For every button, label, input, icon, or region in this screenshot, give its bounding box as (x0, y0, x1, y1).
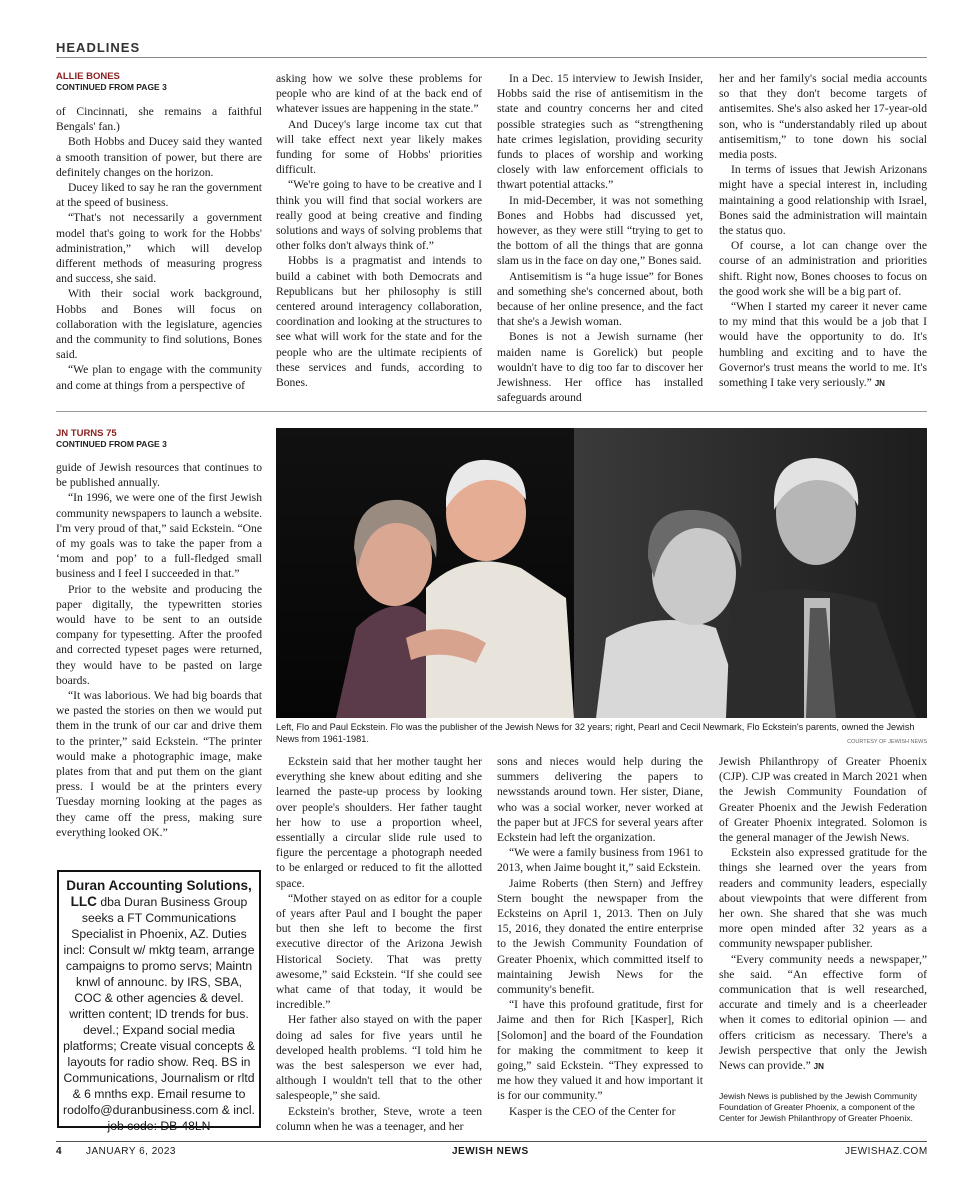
paragraph-text: sons and nieces would help during the summers delivering the papers to newsstands around town. Her sister, Diane, who was a social worker, never worked at the paper but at JFCS for several years after Eckstein had left the organization. (497, 755, 703, 845)
story-divider (56, 411, 927, 412)
paragraph (56, 134, 262, 180)
paragraph (56, 104, 262, 134)
header-rule (56, 57, 927, 58)
ad-title: Duran Accounting Solutions, LLC (66, 878, 252, 909)
paragraph (719, 754, 927, 845)
paragraph-text: Of course, a lot can change over the course of an administration and priorities shift. Right now, Bones chooses to focus on the good work she will be a big part of. (719, 239, 927, 298)
ad-body: dba Duran Business Group seeks a FT Communications Specialist in Phoenix, AZ. Duties incl: Consult w/ mktg team, arrange campaigns to promo servs; Maintn knwl of announc. by IRS, SBA, COC & other agencies & devel. written content; ID trends for bus. devel.; Expand social media platforms; Create visual concepts & layouts for radio show. Req. BS in Communications, Journalism or rltd & 6 mnths exp. Email resume to rodolfo@duranbusiness.com & incl. job code: DB-48LN (63, 895, 255, 1133)
paragraph-text: “We plan to engage with the community and come at things from a perspective of (56, 363, 262, 392)
paragraph (276, 1104, 482, 1134)
paragraph (56, 362, 262, 392)
paragraph-text: “I have this profound gratitude, first for Jaime and then for Rich [Kasper], Rich [Solomon] and the board of the Foundation for making the commitment to keep it going,” said Eckstein. “They expressed to me how they valued it and how important it is for our community.” (497, 998, 703, 1103)
paragraph-text: asking how we solve these problems for people who are kind of at the back end of whatever issues are happening in the state.” (276, 72, 482, 116)
story2-column-1 (56, 460, 262, 840)
paragraph-text: With their social work background, Hobbs and Bones will focus on collaboration with the legislature, agencies and the community to find solutions, Bones said. (56, 287, 262, 362)
photo-illustration (276, 428, 927, 718)
paragraph (56, 582, 262, 688)
paragraph (497, 329, 703, 405)
paragraph-text: Ducey liked to say he ran the government at the speed of business. (56, 181, 262, 210)
paragraph-text: “Every community needs a newspaper,” she said. “An effective form of communication that is well researched, accurate and timely and is a cheerleader when it comes to editorial opinion — and offers criticism as necessary. There's a Jewish perspective that only the Jewish News can provide.” (719, 952, 927, 1073)
footer-rule (56, 1141, 927, 1142)
paragraph (719, 845, 927, 951)
paragraph-text: “We were a family business from 1961 to 2013, when Jaime bought it,” said Eckstein. (497, 846, 703, 875)
paragraph (276, 117, 482, 178)
story1-kicker: ALLIE BONES (56, 71, 120, 82)
paragraph-text: Eckstein's brother, Steve, wrote a teen column when he was a teenager, and her (276, 1104, 482, 1133)
paragraph-text: In mid-December, it was not something Bones and Hobbs had discussed yet, however, as they were still “trying to get to the bottom of all the things that are gonna slam us in the face on day one,” Bones said. (497, 193, 703, 268)
paragraph (719, 952, 927, 1075)
paragraph (276, 891, 482, 1013)
paragraph (497, 876, 703, 998)
paragraph-text: her and her family's social media accounts so that they don't become targets of antisemites. She's also asked her 17-year-old son, who is “understandably riled up about antisemitism,” to tone down his social media posts. (719, 72, 927, 162)
end-mark: JN (813, 1062, 824, 1072)
paragraph-text: Prior to the website and producing the paper digitally, the typewritten stories would have to be sent to an outside company for typesetting. After the proofed and corrected typeset pages were returned, they would have to be pasted on large boards. (56, 582, 262, 687)
story1-column-1 (56, 104, 262, 393)
paragraph-text: Bones is not a Jewish surname (her maiden name is Gorelick) but people wouldn't have to dig too far to discover her Jewishness. Her office has installed safeguards around (497, 330, 703, 405)
photo-caption: Left, Flo and Paul Eckstein. Flo was the publisher of the Jewish News for 32 years; right, Pearl and Cecil Newmark, Flo Eckstein's parents, owned the Jewish News from 1961-1981. (276, 722, 915, 744)
story2-kicker: JN TURNS 75 (56, 428, 117, 439)
paper-name: JEWISH NEWS (452, 1146, 529, 1157)
paragraph-text: Hobbs is a pragmatist and intends to build a cabinet with both Democrats and Republicans but her philosophy is still centered around interagency collaboration, coordination and looking at the structures to see what will work for the state and for the people who are the ultimate recipients of these services and funds, according to Bones. (276, 254, 482, 390)
paragraph (276, 1012, 482, 1103)
paragraph-text: Both Hobbs and Ducey said they wanted a smooth transition of power, but there are definitely changes on the horizon. (56, 135, 262, 179)
issue-date: JANUARY 6, 2023 (86, 1146, 176, 1157)
page-number: 4 (56, 1146, 62, 1157)
photo-eckstein-newmark (276, 428, 927, 718)
paragraph (719, 71, 927, 162)
story2-continued: CONTINUED FROM PAGE 3 (56, 439, 167, 449)
paragraph (497, 754, 703, 845)
paragraph (56, 180, 262, 210)
paragraph (276, 177, 482, 253)
section-header: HEADLINES (56, 40, 141, 55)
paragraph-text: In a Dec. 15 interview to Jewish Insider, Hobbs said the rise of antisemitism in the state and country concerns her and cited possible strategies such as “strengthening hate crimes legislation, providing security funds to places of worship and working closely with law enforcement officials to thwart potential attacks.” (497, 72, 703, 192)
paragraph-text: Jewish Philanthropy of Greater Phoenix (CJP). CJP was created in March 2021 when the Jewish Community Foundation of Greater Phoenix and the Jewish Federation of Greater Phoenix integrated. Solomon is the general manager of the Jewish News. (719, 755, 927, 845)
paragraph (719, 299, 927, 391)
photo-credit: COURTESY OF JEWISH NEWS (847, 739, 927, 745)
paragraph (276, 754, 482, 891)
paragraph-text: “When I started my career it never came to my mind that this would be a job that I would have the opportunity to do. It's humbling and exciting and to have the Governor's trust means the world to me. It's something I take very seriously.” (719, 300, 927, 390)
end-mark: JN (874, 379, 885, 389)
paragraph-text: “We're going to have to be creative and I think you will find that social workers are really good at being creative and finding solutions and ways of solving problems that other folks don't always think of.” (276, 178, 482, 253)
paragraph-text: “It was laborious. We had big boards that we pasted the stories on then we would put them in the trunk of our car and drive them to the printer,” said Eckstein. “The printer would make a photographic image, make plates from that and put them on the giant press. I would be at the printers every Tuesday morning looking at the pages as they came off the press, making sure everything looked OK.” (56, 689, 262, 839)
paragraph (497, 193, 703, 269)
paragraph-text: In terms of issues that Jewish Arizonans might have a special interest in, including maintaining a good relationship with Israel, Bones said the administration will maintain the status quo. (719, 163, 927, 238)
paragraph (497, 845, 703, 875)
paragraph-text: Jaime Roberts (then Stern) and Jeffrey Stern bought the newspaper from the Ecksteins on April 1, 2013. Then on July 15, 2016, they donated the entire enterprise to the Jewish Community Foundation of Greater Phoenix, which committed itself to maintaining Jewish News for the community's benefit. (497, 876, 703, 997)
paragraph (497, 1104, 703, 1119)
paragraph (56, 490, 262, 581)
paragraph (276, 71, 482, 117)
story1-column-4 (719, 71, 927, 391)
publisher-note: Jewish News is published by the Jewish Community Foundation of Greater Phoenix, a component of the Center for Jewish Philanthropy of Greater Phoenix. (719, 1091, 918, 1123)
paragraph (56, 286, 262, 362)
paragraph (56, 688, 262, 840)
paragraph (497, 269, 703, 330)
story2-kicker-block (56, 428, 167, 450)
paragraph-text: “That's not necessarily a government model that's going to work for the Hobbs' administration,” which will develop different methods of measuring progress and success, she said. (56, 211, 262, 286)
paragraph (56, 210, 262, 286)
paragraph (276, 253, 482, 390)
website: JEWISHAZ.COM (845, 1146, 928, 1157)
paragraph-text: Antisemitism is “a huge issue” for Bones and something she's concerned about, both because of her online presence, and the fact that she's a Jewish woman. (497, 269, 703, 329)
paragraph-text: And Ducey's large income tax cut that will take effect next year likely makes funding for some of Hobbs' priorities difficult. (276, 117, 482, 177)
classified-ad (57, 870, 261, 1133)
paragraph-text: of Cincinnati, she remains a faithful Bengals' fan.) (56, 105, 262, 134)
story2-column-4 (719, 754, 927, 1074)
paragraph (497, 997, 703, 1103)
paragraph-text: Eckstein also expressed gratitude for the things she learned over the years from readers and community leaders, especially about viewpoints that were different from her own. She shared that she was much more open minded after 32 years as a community newspaper publisher. (719, 846, 927, 951)
paragraph-text: Kasper is the CEO of the Center for (509, 1104, 676, 1118)
story1-column-3 (497, 71, 703, 405)
story1-column-2 (276, 71, 482, 390)
story2-column-2 (276, 754, 482, 1134)
story1-continued: CONTINUED FROM PAGE 3 (56, 82, 167, 92)
paragraph-text: guide of Jewish resources that continues to be published annually. (56, 461, 262, 490)
paragraph-text: Eckstein said that her mother taught her everything she knew about editing and she learned the paste-up process by looking over people's shoulders. Her father taught her how to use a proportion wheel, essentially a circular slide rule used to figure the percentage a photograph needed to be enlarged or reduced to fit the allotted space. (276, 755, 482, 890)
paragraph-text: “In 1996, we were one of the first Jewish community newspapers to launch a website. I'm very proud of that,” said Eckstein. “One of my goals was to take the paper from a ‘mom and pop’ to a full-fledged small business and I feel I succeeded in that.” (56, 491, 262, 581)
story2-column-3 (497, 754, 703, 1119)
paragraph (719, 238, 927, 299)
paragraph-text: “Mother stayed on as editor for a couple of years after Paul and I bought the paper but then she left to become the first executive director of the Arizona Jewish Historical Society. That was pretty awesome,” said Eckstein. “If she could see what came of that today, it would be incredible.” (276, 891, 482, 1012)
paragraph (497, 71, 703, 193)
paragraph (56, 460, 262, 490)
paragraph (719, 162, 927, 238)
paragraph-text: Her father also stayed on with the paper doing ad sales for five years until he developed health problems. “I told him he was the best salesperson we ever had, although I wouldn't tell that to the other salespeople,” she said. (276, 1013, 482, 1103)
story1-kicker-block (56, 71, 167, 93)
